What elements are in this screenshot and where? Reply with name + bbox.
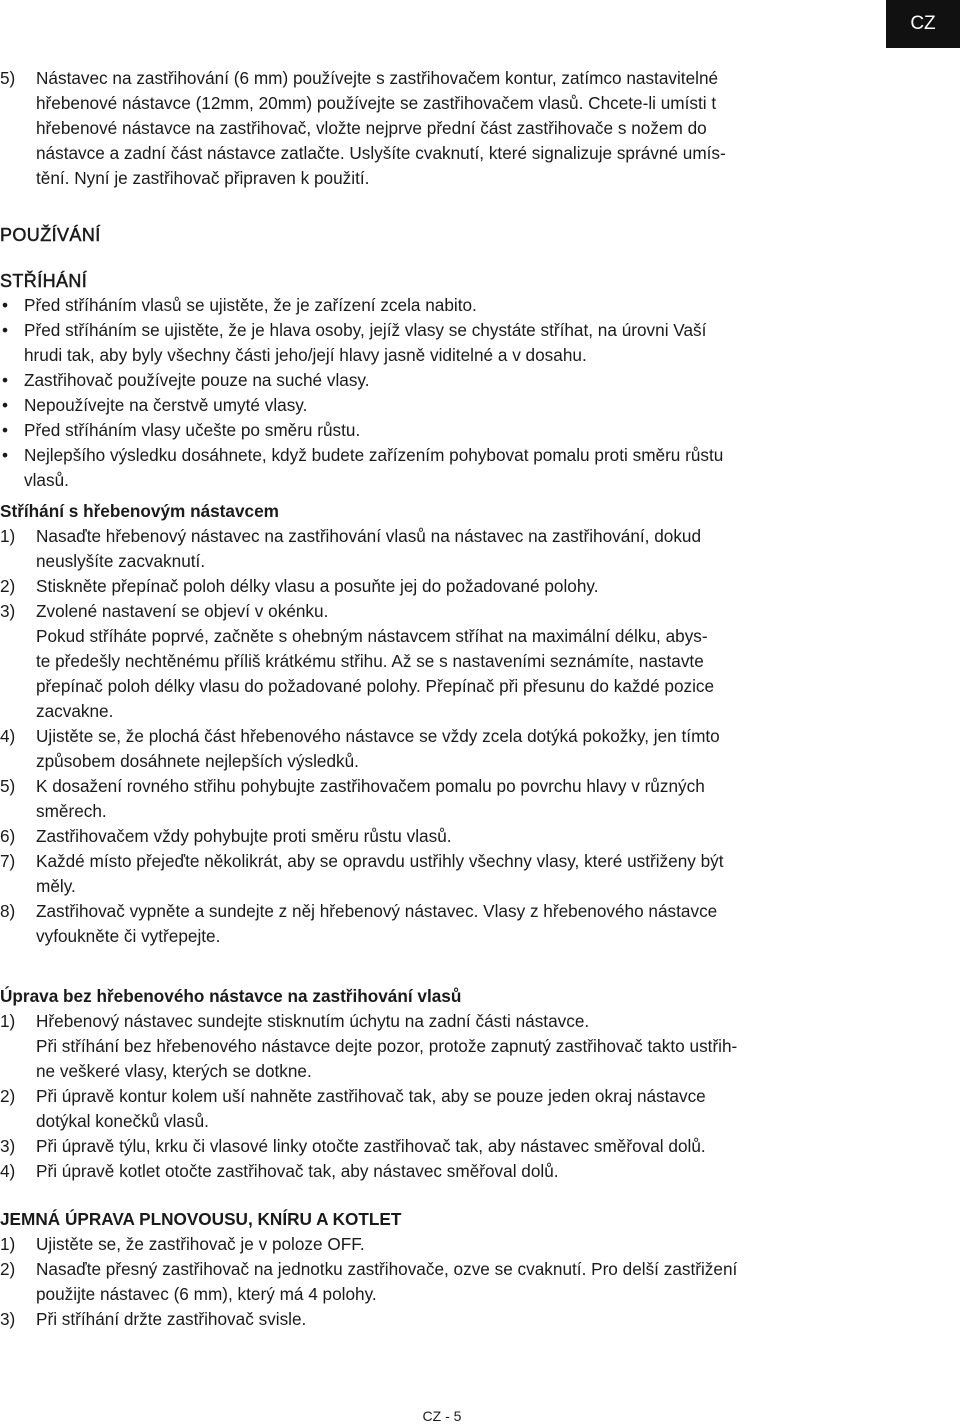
numbered-step <box>0 1009 900 1084</box>
section-heading-cutting: STŘÍHÁNÍ <box>0 271 88 291</box>
text-line: Před stříháním vlasy učešte po směru růstu. <box>24 420 361 440</box>
bullet-text <box>24 443 900 493</box>
text-line: Nejlepšího výsledku dosáhnete, když budete zařízením pohybovat pomalu proti směru růstu <box>24 445 724 465</box>
bullet-item <box>0 393 900 418</box>
step-number: 2) <box>0 576 16 596</box>
numbered-step <box>0 1084 900 1134</box>
step-text <box>36 774 900 824</box>
text-line: Nasaďte přesný zastřihovač na jednotku zastřihovače, ozve se cvaknutí. Pro delší zastřižení <box>36 1259 738 1279</box>
bullet-item <box>0 418 900 443</box>
numbered-step <box>0 1257 900 1307</box>
step-number: 7) <box>0 851 16 871</box>
bullet-dot-icon: • <box>2 320 9 340</box>
text-line: Zvolené nastavení se objeví v okénku. <box>36 601 329 621</box>
step-number: 8) <box>0 901 16 921</box>
text-line: ne veškeré vlasy, kterých se dotkne. <box>36 1061 312 1081</box>
text-line: Zastřihovač používejte pouze na suché vlasy. <box>24 370 370 390</box>
text-line: vyfoukněte či vytřepejte. <box>36 926 221 946</box>
step-number: 4) <box>0 1161 16 1181</box>
text-line: Nástavec na zastřihování (6 mm) používejte s zastřihovačem kontur, zatímco nastavitelné <box>36 68 719 88</box>
text-line: Zastřihovačem vždy pohybujte proti směru růstu vlasů. <box>36 826 452 846</box>
text-line: hrudi tak, aby byly všechny části jeho/její hlavy jasně viditelné a v dosahu. <box>24 345 587 365</box>
step-text <box>36 1307 900 1332</box>
bullet-text <box>24 393 900 418</box>
numbered-step <box>0 899 900 949</box>
text-line: Při úpravě týlu, krku či vlasové linky otočte zastřihovač tak, aby nástavec směřoval dolů. <box>36 1136 706 1156</box>
step-text <box>36 599 900 724</box>
numbered-step <box>0 724 900 774</box>
text-line: Nasaďte hřebenový nástavec na zastřihování vlasů na nástavec na zastřihování, dokud <box>36 526 702 546</box>
text-line: měly. <box>36 876 76 896</box>
intro-item <box>0 66 900 191</box>
page-number: CZ - 5 <box>422 1408 462 1424</box>
step-number: 2) <box>0 1086 16 1106</box>
numbered-step <box>0 774 900 824</box>
text-line: nástavce a zadní část nástavce zatlačte. Uslyšíte cvaknutí, které signalizuje správné umís- <box>36 143 726 163</box>
bullet-item <box>0 293 900 318</box>
text-line: hřebenové nástavce na zastřihovač, vložte nejprve přední část zastřihovače s nožem do <box>36 118 707 138</box>
bullet-item <box>0 368 900 393</box>
text-line: hřebenové nástavce (12mm, 20mm) používejte se zastřihovačem vlasů. Chcete-li umísti t <box>36 93 717 113</box>
step-text <box>36 1009 900 1084</box>
text-line: přepínač poloh délky vlasu do požadované polohy. Přepínač při přesunu do každé pozice <box>36 676 715 696</box>
text-line: Hřebenový nástavec sundejte stisknutím úchytu na zadní části nástavce. <box>36 1011 590 1031</box>
nocomb-heading: Úprava bez hřebenového nástavce na zastřihování vlasů <box>0 986 462 1006</box>
text-line: vlasů. <box>24 470 69 490</box>
fine-trim-heading: JEMNÁ ÚPRAVA PLNOVOUSU, KNÍRU A KOTLET <box>0 1209 402 1229</box>
item-text <box>36 66 900 191</box>
numbered-step <box>0 1307 900 1332</box>
bullet-text <box>24 368 900 393</box>
text-line: Před stříháním vlasů se ujistěte, že je zařízení zcela nabito. <box>24 295 477 315</box>
step-number: 2) <box>0 1259 16 1279</box>
text-line: Při úpravě kotlet otočte zastřihovač tak, aby nástavec směřoval dolů. <box>36 1161 559 1181</box>
step-text <box>36 574 900 599</box>
step-text <box>36 1159 900 1184</box>
text-line: neuslyšíte zacvaknutí. <box>36 551 206 571</box>
step-text <box>36 1084 900 1134</box>
bullet-item <box>0 443 900 493</box>
step-text <box>36 724 900 774</box>
step-text <box>36 849 900 899</box>
bullet-text <box>24 418 900 443</box>
numbered-step <box>0 849 900 899</box>
text-line: Ujistěte se, že plochá část hřebenového nástavce se vždy zcela dotýká pokožky, jen tímto <box>36 726 720 746</box>
text-line: použijte nástavec (6 mm), který má 4 polohy. <box>36 1284 377 1304</box>
nocomb-steps-list <box>0 1009 900 1184</box>
numbered-step <box>0 824 900 849</box>
comb-heading: Stříhání s hřebenovým nástavcem <box>0 501 279 521</box>
text-line: Každé místo přejeďte několikrát, aby se opravdu ustřihly všechny vlasy, které ustřiženy být <box>36 851 724 871</box>
step-number: 6) <box>0 826 16 846</box>
step-text <box>36 1232 900 1257</box>
text-line: Pokud stříháte poprvé, začněte s ohebným nástavcem stříhat na maximální délku, abys- <box>36 626 708 646</box>
step-text <box>36 824 900 849</box>
text-line: Před stříháním se ujistěte, že je hlava osoby, jejíž vlasy se chystáte stříhat, na úrovni Vaší <box>24 320 707 340</box>
item-number: 5) <box>0 68 16 88</box>
numbered-step <box>0 1134 900 1159</box>
text-line: Nepoužívejte na čerstvě umyté vlasy. <box>24 395 308 415</box>
text-line: dotýkal konečků vlasů. <box>36 1111 209 1131</box>
bullet-dot-icon: • <box>2 445 9 465</box>
numbered-step <box>0 1232 900 1257</box>
step-text <box>36 1257 900 1307</box>
step-text <box>36 524 900 574</box>
bullet-dot-icon: • <box>2 420 9 440</box>
step-number: 3) <box>0 1309 16 1329</box>
text-line: Při stříhání bez hřebenového nástavce dejte pozor, protože zapnutý zastřihovač takto ustřih- <box>36 1036 738 1056</box>
numbered-step <box>0 1159 900 1184</box>
bullet-text <box>24 293 900 318</box>
text-line: směrech. <box>36 801 107 821</box>
step-number: 1) <box>0 1234 16 1254</box>
bullet-dot-icon: • <box>2 370 9 390</box>
step-number: 3) <box>0 601 16 621</box>
bullet-list <box>0 293 900 493</box>
numbered-step <box>0 574 900 599</box>
bullet-dot-icon: • <box>2 395 9 415</box>
text-line: zacvakne. <box>36 701 114 721</box>
text-line: K dosažení rovného střihu pohybujte zastřihovačem pomalu po povrchu hlavy v různých <box>36 776 705 796</box>
step-number: 3) <box>0 1136 16 1156</box>
text-line: te předešly nechtěnému příliš krátkému střihu. Až se s nastaveními seznámíte, nastavte <box>36 651 704 671</box>
numbered-step <box>0 524 900 574</box>
step-number: 1) <box>0 526 16 546</box>
bullet-item <box>0 318 900 368</box>
text-line: tění. Nyní je zastřihovač připraven k použití. <box>36 168 370 188</box>
numbered-step <box>0 599 900 724</box>
step-number: 1) <box>0 1011 16 1031</box>
language-tab: CZ <box>886 0 960 48</box>
text-line: Při stříhání držte zastřihovač svisle. <box>36 1309 307 1329</box>
step-number: 5) <box>0 776 16 796</box>
step-text <box>36 1134 900 1159</box>
fine-trim-steps-list <box>0 1232 900 1332</box>
text-line: Stiskněte přepínač poloh délky vlasu a posuňte jej do požadované polohy. <box>36 576 599 596</box>
text-line: Zastřihovač vypněte a sundejte z něj hřebenový nástavec. Vlasy z hřebenového nástavce <box>36 901 718 921</box>
comb-steps-list <box>0 524 900 949</box>
text-line: Ujistěte se, že zastřihovač je v poloze OFF. <box>36 1234 365 1254</box>
page-content <box>0 66 900 1332</box>
section-heading-use: POUŽÍVÁNÍ <box>0 225 101 245</box>
step-text <box>36 899 900 949</box>
step-number: 4) <box>0 726 16 746</box>
text-line: Při úpravě kontur kolem uší nahněte zastřihovač tak, aby se pouze jeden okraj nástavce <box>36 1086 706 1106</box>
bullet-text <box>24 318 900 368</box>
text-line: způsobem dosáhnete nejlepších výsledků. <box>36 751 359 771</box>
bullet-dot-icon: • <box>2 295 9 315</box>
